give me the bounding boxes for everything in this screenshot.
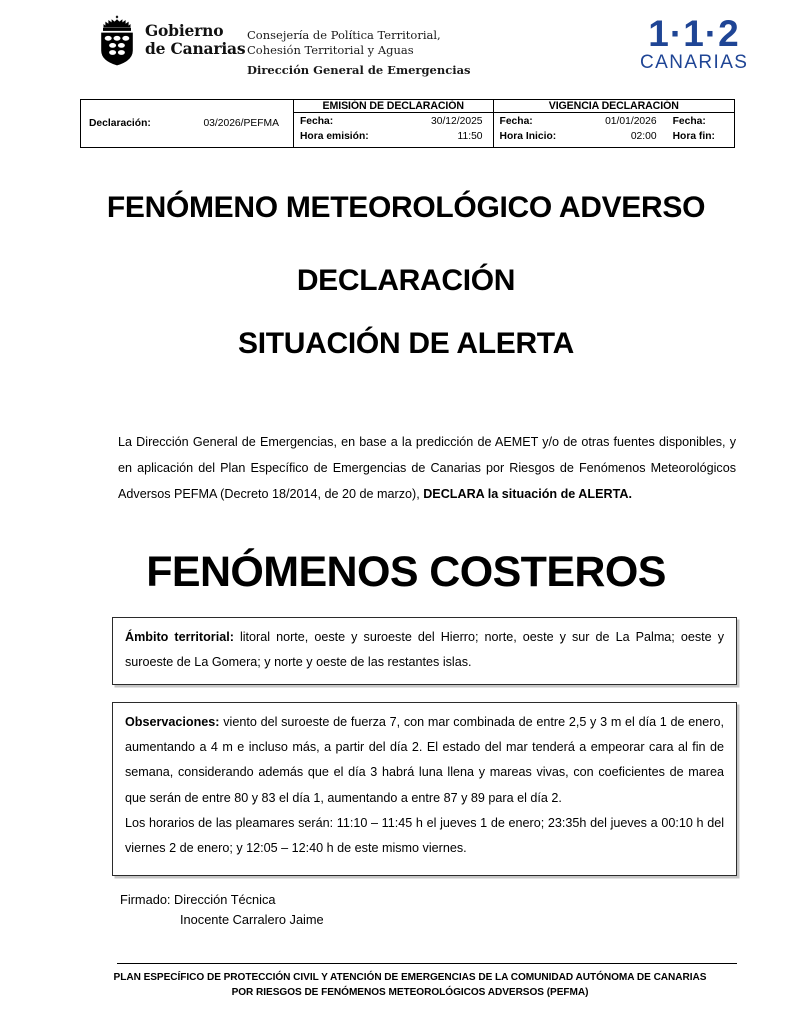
vigencia-fecha-value: 01/01/2026 — [605, 116, 657, 127]
emergency-112-subtitle: CANARIAS — [640, 52, 749, 74]
declaration-id-cell — [81, 100, 294, 148]
table-row-header — [81, 100, 735, 113]
vigencia-fin-cell — [667, 113, 735, 148]
vigencia-fecha-fin-label: Fecha: — [672, 116, 706, 127]
ambito-territorial-text: litoral norte, oeste y suroeste del Hierro; norte, oeste y sur de La Palma; oeste y suroeste de La Gomera; y norte y oeste de las restantes islas. — [125, 630, 724, 670]
emision-hora-row — [300, 130, 487, 145]
direccion-general-text: Dirección General de Emergencias — [247, 63, 471, 77]
declaration-info-table — [80, 99, 735, 148]
ambito-territorial-box — [112, 617, 737, 685]
emergency-112-digits: 1·1·2 — [648, 13, 740, 54]
canary-islands-coat-of-arms-icon — [96, 14, 138, 66]
vigencia-hora-inicio-value: 02:00 — [630, 130, 657, 142]
government-wordmark — [145, 22, 245, 58]
footer-text — [90, 971, 730, 1000]
footer-divider — [117, 963, 737, 964]
emision-values-cell — [294, 113, 494, 148]
government-line-1: Gobierno — [145, 21, 224, 41]
consejeria-line-1: Consejería de Política Territorial, — [247, 28, 441, 42]
signature-name: Inocente Carralero Jaime — [180, 911, 324, 927]
vigencia-fecha-fin-row — [673, 115, 728, 130]
signature-role: Firmado: Dirección Técnica — [120, 892, 276, 907]
vigencia-hora-fin-value — [724, 130, 728, 145]
footer-line-2: POR RIESGOS DE FENÓMENOS METEOROLÓGICOS ADVERSOS (PEFMA) — [231, 986, 589, 998]
vigencia-hora-fin-label: Hora fin: — [672, 130, 715, 142]
vigencia-header-cell: VIGENCIA DECLARACIÓN — [493, 100, 734, 113]
declaration-paragraph-text: La Dirección General de Emergencias, en base a la predicción de AEMET y/o de otras fuentes disponibles, y en aplicación del Plan Específico de Emergencias de Canarias por Riesgos de Fenómenos Meteorológicos Adversos PEFMA (Decreto 18/2014, de 20 de marzo), — [118, 435, 736, 501]
observaciones-paragraph-2: Los horarios de las pleamares serán: 11:10 – 11:45 h el jueves 1 de enero; 23:35h del jueves a 00:10 h del viernes 2 de enero; y 12:05 – 12:40 h de este mismo viernes. — [125, 815, 724, 855]
government-logo — [96, 14, 245, 66]
title-fenomeno-meteorologico: FENÓMENO METEOROLÓGICO ADVERSO — [106, 191, 706, 224]
emision-fecha-row — [300, 115, 487, 130]
vigencia-fecha-row — [500, 115, 661, 130]
document-header — [0, 0, 812, 96]
observaciones-label: Observaciones: — [125, 715, 220, 729]
declaracion-value: 03/2026/PEFMA — [203, 117, 279, 129]
vigencia-hora-inicio-label: Hora Inicio: — [499, 130, 557, 142]
emision-fecha-value: 30/12/2025 — [430, 116, 483, 127]
signature-block — [120, 890, 324, 930]
observaciones-text: viento del suroeste de fuerza 7, con mar combinada de entre 2,5 y 3 m el día 1 de enero, aumentando a 4 m e incluso más, a partir del día 2. El estado del mar tenderá a empeorar cara al fin de semana, considerando además que el día 3 habrá luna llena y mareas vivas, con coeficientes de marea que serán de entre 80 y 83 el día 1, aumentando a entre 87 y 89 para el día 2. — [125, 715, 724, 805]
title-situacion-alerta: SITUACIÓN DE ALERTA — [238, 327, 574, 360]
government-line-2: de Canarias — [145, 39, 246, 58]
consejeria-text — [247, 28, 441, 57]
emision-hora-label: Hora emisión: — [300, 130, 369, 142]
emision-header-cell: EMISIÓN DE DECLARACIÓN — [294, 100, 494, 113]
emision-hora-value: 11:50 — [457, 130, 483, 142]
observaciones-paragraph-1 — [125, 710, 724, 811]
vigencia-fecha-label: Fecha: — [499, 116, 533, 127]
phenomenon-title: FENÓMENOS COSTEROS — [146, 548, 666, 596]
vigencia-fecha-fin-value — [724, 115, 728, 130]
footer-line-1: PLAN ESPECÍFICO DE PROTECCIÓN CIVIL Y ATENCIÓN DE EMERGENCIAS DE LA COMUNIDAD AUTÓNOMA DE CANARIAS — [113, 972, 707, 983]
consejeria-line-2: Cohesión Territorial y Aguas — [247, 42, 414, 57]
vigencia-inicio-cell — [493, 113, 667, 148]
vigencia-hora-inicio-row — [500, 130, 661, 145]
vigencia-hora-fin-row — [673, 130, 728, 145]
observaciones-box — [112, 702, 737, 876]
emision-fecha-label: Fecha: — [300, 116, 334, 127]
emergency-112-logo — [640, 13, 749, 74]
declaration-paragraph-emphasis: DECLARA la situación de ALERTA. — [423, 486, 632, 501]
declaracion-label: Declaración: — [89, 117, 151, 129]
title-declaracion: DECLARACIÓN — [296, 264, 516, 297]
ambito-territorial-label: Ámbito territorial: — [125, 630, 234, 644]
declaration-paragraph — [118, 430, 736, 507]
